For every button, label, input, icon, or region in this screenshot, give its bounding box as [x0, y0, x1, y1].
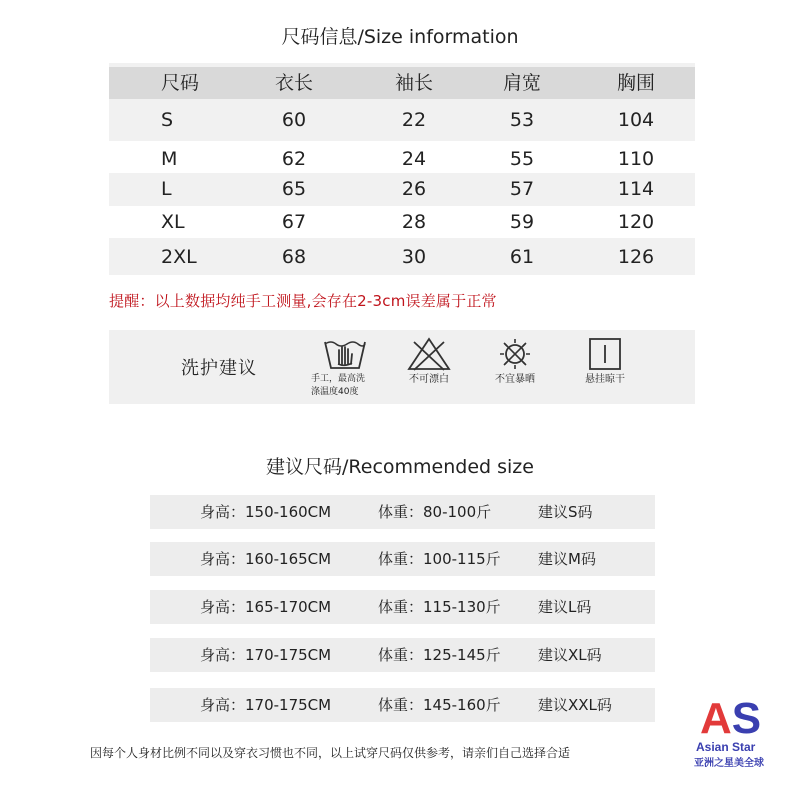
- cell-shoulder: 53: [509, 109, 535, 131]
- size-info-title: 尺码信息/Size information: [281, 26, 519, 48]
- cell-sleeve: 24: [401, 148, 427, 170]
- rec-height: 身高：170-175CM: [200, 696, 332, 714]
- cell-size: L: [161, 178, 172, 200]
- cell-shoulder: 59: [509, 211, 535, 233]
- rec-size: 建议M码: [538, 550, 596, 568]
- care-item-hang-dry: [565, 336, 645, 386]
- cell-chest: 114: [617, 178, 655, 200]
- care-item-hand-wash: [305, 336, 385, 398]
- cell-chest: 104: [617, 109, 655, 131]
- care-section: [109, 330, 695, 404]
- table-row: [109, 141, 695, 173]
- no-sun-dry-text: 不宜暴晒: [495, 374, 535, 385]
- hand-wash-icon: [322, 336, 368, 372]
- rec-size: 建议S码: [538, 503, 593, 521]
- rec-weight: 体重：115-130斤: [378, 598, 501, 616]
- rec-height: 身高：150-160CM: [200, 503, 332, 521]
- logo-letter-a: A: [700, 694, 732, 743]
- cell-chest: 126: [617, 246, 655, 268]
- rec-height: 身高：165-170CM: [200, 598, 332, 616]
- no-bleach-text: 不可漂白: [409, 374, 449, 385]
- table-header-row: [109, 67, 695, 99]
- cell-shoulder: 55: [509, 148, 535, 170]
- cell-sleeve: 22: [401, 109, 427, 131]
- header-size: 尺码: [161, 72, 200, 94]
- recommended-title: 建议尺码/Recommended size: [266, 456, 534, 478]
- cell-chest: 110: [617, 148, 655, 170]
- cell-chest: 120: [617, 211, 655, 233]
- cell-length: 62: [281, 148, 307, 170]
- table-row: [109, 104, 695, 136]
- no-sun-dry-icon: [492, 336, 538, 372]
- logo-letter-s: S: [731, 694, 762, 743]
- logo-english: Asian Star: [696, 740, 756, 754]
- cell-size: XL: [161, 211, 185, 233]
- rec-size: 建议XL码: [538, 646, 602, 664]
- care-label: 洗护建议: [181, 358, 257, 379]
- recommended-row: [150, 495, 655, 529]
- cell-length: 60: [281, 109, 307, 131]
- cell-shoulder: 61: [509, 246, 535, 268]
- logo-chinese: 亚洲之星美全球: [694, 758, 764, 769]
- rec-height: 身高：170-175CM: [200, 646, 332, 664]
- table-row: [109, 173, 695, 205]
- care-item-no-sun-dry: [475, 336, 555, 386]
- cell-size: M: [161, 148, 178, 170]
- recommended-row: [150, 688, 655, 722]
- cell-sleeve: 26: [401, 178, 427, 200]
- no-bleach-icon: [406, 336, 452, 372]
- rec-height: 身高：160-165CM: [200, 550, 332, 568]
- rec-weight: 体重：100-115斤: [378, 550, 501, 568]
- rec-size: 建议XXL码: [538, 696, 612, 714]
- recommended-row: [150, 542, 655, 576]
- cell-sleeve: 30: [401, 246, 427, 268]
- rec-weight: 体重：145-160斤: [378, 696, 501, 714]
- hand-wash-text-1: 手工，最高洗: [311, 374, 366, 384]
- cell-size: S: [161, 109, 174, 131]
- disclaimer-text: 因每个人身材比例不同以及穿衣习惯也不同，以上试穿尺码仅供参考，请亲们自己选择合适: [90, 746, 571, 760]
- recommended-row: [150, 638, 655, 672]
- hang-dry-icon: [582, 336, 628, 372]
- logo-mark: [700, 696, 761, 742]
- cell-shoulder: 57: [509, 178, 535, 200]
- cell-length: 67: [281, 211, 307, 233]
- care-item-no-bleach: [389, 336, 469, 386]
- hand-wash-text-2: 涤温度40度: [311, 387, 359, 397]
- size-table: [109, 63, 695, 275]
- rec-weight: 体重：125-145斤: [378, 646, 501, 664]
- header-shoulder: 肩宽: [502, 72, 541, 94]
- cell-length: 65: [281, 178, 307, 200]
- header-sleeve: 袖长: [394, 72, 433, 94]
- cell-sleeve: 28: [401, 211, 427, 233]
- hang-dry-text: 悬挂晾干: [585, 374, 625, 385]
- header-chest: 胸围: [616, 72, 655, 94]
- recommended-row: [150, 590, 655, 624]
- rec-weight: 体重：80-100斤: [378, 503, 492, 521]
- asian-star-logo: [688, 696, 788, 776]
- cell-length: 68: [281, 246, 307, 268]
- rec-size: 建议L码: [538, 598, 592, 616]
- measurement-note: 提醒：以上数据均纯手工测量,会存在2-3cm误差属于正常: [109, 292, 497, 310]
- table-row: [109, 206, 695, 238]
- header-length: 衣长: [274, 72, 313, 94]
- cell-size: 2XL: [161, 246, 197, 268]
- table-row: [109, 241, 695, 273]
